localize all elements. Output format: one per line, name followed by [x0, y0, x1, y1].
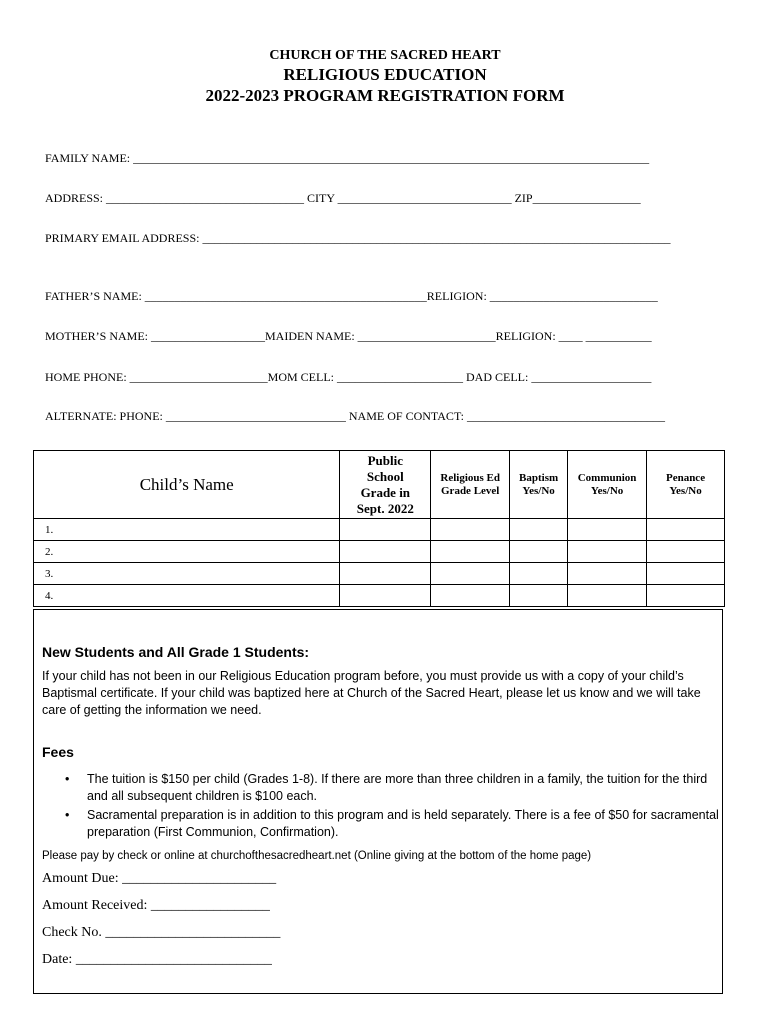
fee-text: The tuition is $150 per child (Grades 1-8). If there are more than three children in a family, the tuition for the third and all subsequent children is $100 each.	[87, 772, 708, 803]
communion-cell[interactable]	[568, 585, 647, 607]
bullet-icon: •	[65, 772, 70, 786]
penance-line-1: Penance	[665, 471, 706, 484]
communion-cell[interactable]	[568, 519, 647, 541]
fee-item	[65, 807, 727, 841]
amount-received-field[interactable]: Amount Received: _________________	[42, 898, 270, 913]
fees-title: Fees	[42, 744, 74, 760]
date-field[interactable]: Date: ____________________________	[42, 952, 272, 967]
table-row	[34, 563, 725, 585]
header-penance	[647, 451, 725, 519]
new-students-text: If your child has not been in our Religious Education program before, you must provide us with a copy of your child’s Baptismal certificate. If your child was baptized here at Church of the Sacred Heart, please let us know and we will take care of getting the information we need.	[42, 669, 701, 717]
alternate-field[interactable]: ALTERNATE: PHONE: ______________________________ NAME OF CONTACT: _________________________________	[45, 409, 666, 423]
phones-field[interactable]: HOME PHONE: _______________________MOM CELL: _____________________ DAD CELL: ____________________	[45, 370, 652, 384]
children-table	[33, 450, 725, 607]
header-baptism	[510, 451, 568, 519]
grade-line-1: Public	[367, 452, 403, 468]
father-field[interactable]: FATHER’S NAME: _______________________________________________RELIGION: ____________________________	[45, 289, 658, 303]
penance-cell[interactable]	[647, 519, 725, 541]
fee-text: Sacramental preparation is in addition to this program and is held separately. There is a fee of $50 for sacramental preparation (First Communion, Confirmation).	[87, 808, 719, 839]
baptism-cell[interactable]	[510, 585, 568, 607]
grade-line-3: Grade in	[360, 484, 411, 500]
rel-ed-line-1: Religious Ed	[440, 471, 500, 484]
fee-item	[65, 771, 727, 805]
email-field[interactable]: PRIMARY EMAIL ADDRESS: ______________________________________________________________________________	[45, 231, 671, 245]
penance-cell[interactable]	[647, 541, 725, 563]
table-header-row	[34, 451, 725, 519]
child-name-cell[interactable]: 1.	[34, 519, 340, 541]
baptism-cell[interactable]	[510, 563, 568, 585]
header-public-school-grade	[340, 451, 431, 519]
form-subtitle: 2022-2023 PROGRAM REGISTRATION FORM	[205, 86, 565, 105]
grade-cell[interactable]	[340, 541, 431, 563]
rel-ed-cell[interactable]	[431, 519, 510, 541]
rel-ed-cell[interactable]	[431, 541, 510, 563]
baptism-line-1: Baptism	[519, 471, 559, 484]
grade-line-2: School	[366, 468, 404, 484]
new-students-title: New Students and All Grade 1 Students:	[42, 644, 310, 660]
baptism-cell[interactable]	[510, 541, 568, 563]
communion-line-1: Communion	[577, 471, 637, 484]
table-row	[34, 541, 725, 563]
check-no-field[interactable]: Check No. _________________________	[42, 925, 281, 940]
grade-cell[interactable]	[340, 563, 431, 585]
table-row	[34, 585, 725, 607]
rel-ed-cell[interactable]	[431, 585, 510, 607]
header-religious-ed	[431, 451, 510, 519]
bullet-icon: •	[65, 808, 70, 822]
child-name-cell[interactable]: 2.	[34, 541, 340, 563]
communion-cell[interactable]	[568, 563, 647, 585]
address-field[interactable]: ADDRESS: _________________________________ CITY _____________________________ ZIP__________________	[45, 191, 641, 205]
payment-note: Please pay by check or online at churchofthesacredheart.net (Online giving at the bottom of the home page)	[42, 850, 592, 862]
fees-list	[47, 771, 727, 843]
grade-cell[interactable]	[340, 519, 431, 541]
header-child-name: Child’s Name	[34, 451, 340, 519]
grade-cell[interactable]	[340, 585, 431, 607]
mother-field[interactable]: MOTHER’S NAME: ___________________MAIDEN NAME: _______________________RELIGION: ____ ___________	[45, 329, 652, 343]
amount-due-field[interactable]: Amount Due: ______________________	[42, 871, 277, 886]
communion-line-2: Yes/No	[590, 484, 624, 497]
church-name: CHURCH OF THE SACRED HEART	[269, 48, 501, 63]
baptism-cell[interactable]	[510, 519, 568, 541]
form-title: RELIGIOUS EDUCATION	[283, 65, 487, 84]
penance-cell[interactable]	[647, 585, 725, 607]
child-name-cell[interactable]: 4.	[34, 585, 340, 607]
penance-cell[interactable]	[647, 563, 725, 585]
child-name-cell[interactable]: 3.	[34, 563, 340, 585]
baptism-line-2: Yes/No	[522, 484, 555, 497]
rel-ed-line-2: Grade Level	[441, 484, 500, 497]
table-row	[34, 519, 725, 541]
communion-cell[interactable]	[568, 541, 647, 563]
penance-line-2: Yes/No	[669, 484, 702, 497]
header-communion	[568, 451, 647, 519]
rel-ed-cell[interactable]	[431, 563, 510, 585]
family-name-field[interactable]: FAMILY NAME: ______________________________________________________________________________________	[45, 151, 650, 165]
grade-line-4: Sept. 2022	[356, 500, 414, 516]
